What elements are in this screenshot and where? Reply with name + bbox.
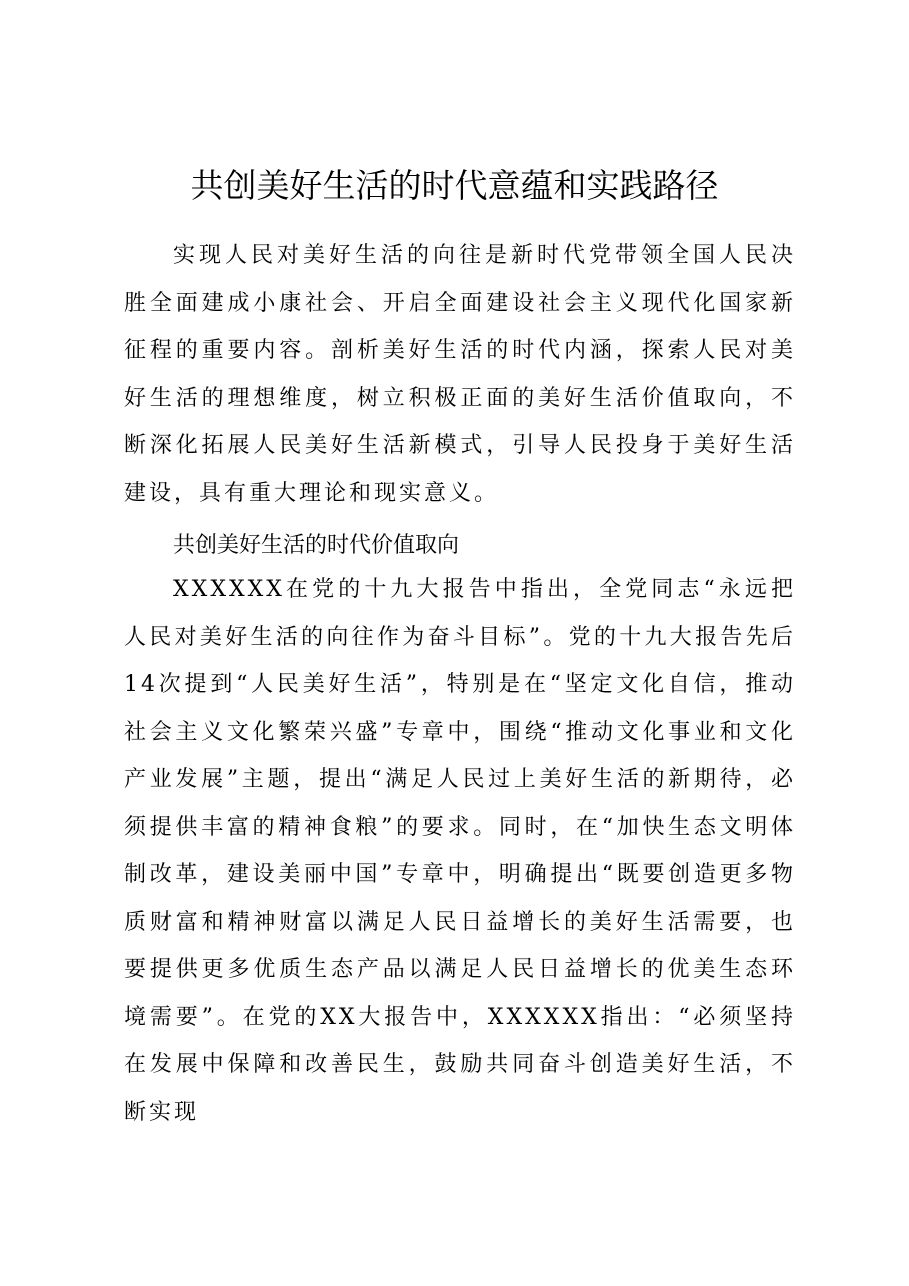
section-heading: 共创美好生活的时代价值取向 xyxy=(173,533,460,558)
section-paragraph: XXXXXX在党的十九大报告中指出，全党同志“永远把人民对美好生活的向往作为奋斗目标”。党的十九大报告先后14次提到“人民美好生活”，特别是在“坚定文化自信，推动社会主义文化繁荣兴盛”专章中，围绕“推动文化事业和文化产业发展”主题，提出“满足人民过上美好生活的新期待，必须提供丰富的精神食粮”的要求。同时，在“加快生态文明体制改革，建设美丽中国”专章中，明确提出“既要创造更多物质财富和精神财富以满足人民日益增长的美好生活需要，也要提供更多优质生态产品以满足人民日益增长的优美生态环境需要”。在党的XX大报告中，XXXXXX指出：“必须坚持在发展中保障和改善民生，鼓励共同奋斗创造美好生活，不断实现 xyxy=(124,577,796,1125)
intro-paragraph: 实现人民对美好生活的向往是新时代党带领全国人民决胜全面建成小康社会、开启全面建设社会主义现代化国家新征程的重要内容。剖析美好生活的时代内涵，探索人民对美好生活的理想维度，树立积极正面的美好生活价值取向，不断深化拓展人民美好生活新模式，引导人民投身于美好生活建设，具有重大理论和现实意义。 xyxy=(124,243,796,506)
document-title: 共创美好生活的时代意蕴和实践路径 xyxy=(190,166,719,205)
